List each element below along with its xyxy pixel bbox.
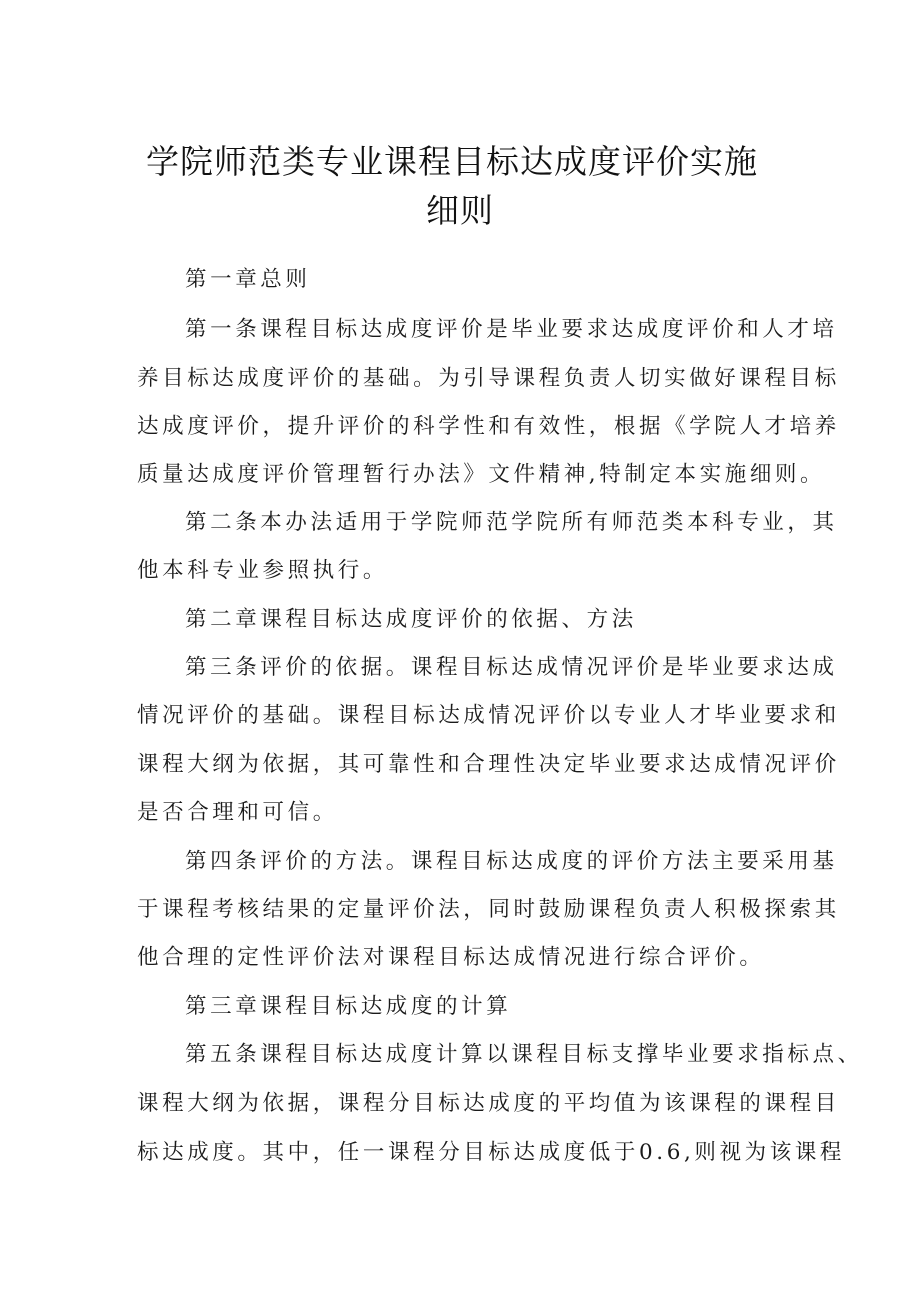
body-line: 情况评价的基础。课程目标达成情况评价以专业人才毕业要求和: [137, 703, 840, 728]
body-line: 第五条课程目标达成度计算以课程目标支撑毕业要求指标点、: [185, 1042, 863, 1067]
chapter-heading-2: 第二章课程目标达成度评价的依据、方法: [185, 607, 637, 632]
body-line: 质量达成度评价管理暂行办法》文件精神,特制定本实施细则。: [137, 462, 826, 487]
body-line: 于课程考核结果的定量评价法，同时鼓励课程负责人积极探索其: [137, 897, 840, 922]
document-title-line-2: 细则: [426, 191, 494, 230]
chapter-heading-3: 第三章课程目标达成度的计算: [185, 994, 512, 1019]
body-line: 他合理的定性评价法对课程目标达成情况进行综合评价。: [137, 945, 765, 970]
chapter-heading-1: 第一章总则: [185, 267, 311, 292]
body-line: 第一条课程目标达成度评价是毕业要求达成度评价和人才培: [185, 317, 838, 342]
body-line: 标达成度。其中，任一课程分目标达成度低于0.6,则视为该课程: [137, 1140, 846, 1165]
document-title-line-1: 学院师范类专业课程目标达成度评价实施: [146, 142, 758, 181]
body-line: 是否合理和可信。: [137, 800, 338, 825]
body-line: 第二条本办法适用于学院师范学院所有师范类本科专业，其: [185, 510, 838, 535]
body-line: 他本科专业参照执行。: [137, 558, 389, 583]
body-line: 课程大纲为依据，其可靠性和合理性决定毕业要求达成情况评价: [137, 752, 840, 777]
body-line: 养目标达成度评价的基础。为引导课程负责人切实做好课程目标: [137, 366, 840, 391]
body-line: 达成度评价，提升评价的科学性和有效性，根据《学院人才培养: [137, 414, 840, 439]
body-line: 课程大纲为依据，课程分目标达成度的平均值为该课程的课程目: [137, 1091, 840, 1116]
body-line: 第三条评价的依据。课程目标达成情况评价是毕业要求达成: [185, 655, 838, 680]
body-line: 第四条评价的方法。课程目标达成度的评价方法主要采用基: [185, 849, 838, 874]
